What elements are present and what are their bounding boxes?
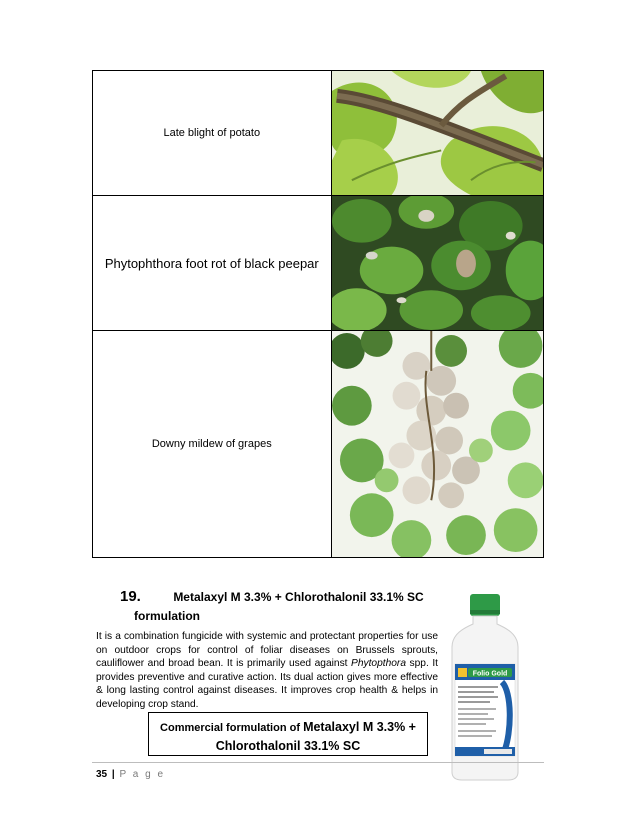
formulation-prefix: Commercial formulation of: [160, 722, 304, 734]
disease-label: Phytophthora foot rot of black peepar: [93, 196, 332, 331]
fungicide-bottle-photo: [446, 592, 524, 782]
page-footer: [96, 769, 165, 780]
page-word: P a g e: [119, 769, 166, 780]
formulation-name: Metalaxyl M 3.3% +: [303, 720, 416, 734]
section-number: 19.: [120, 588, 141, 605]
formulation-caption-box: [148, 712, 428, 756]
body-text-italic: Phytopthora: [351, 658, 406, 670]
page-number: 35: [96, 769, 108, 780]
grape-downy-mildew-photo: [331, 331, 543, 558]
table-row: [93, 331, 544, 558]
section-title-line2: formulation: [134, 609, 200, 623]
formulation-name-line2: Chlorothalonil 33.1% SC: [215, 739, 361, 753]
table-row: [93, 71, 544, 196]
disease-label: Late blight of potato: [93, 71, 332, 196]
section-body: [96, 630, 438, 712]
table-row: [93, 196, 544, 331]
section-title: Metalaxyl M 3.3% + Chlorothalonil 33.1% SC: [173, 590, 424, 604]
body-text-part1: It is a combination fungicide with systemic and protectant properties for use on outdoor crops for control of foliar diseases on Brussels sprouts, cauliflower and broad bean. It is primarily used against: [96, 631, 438, 670]
footer-separator: |: [111, 769, 115, 780]
section-heading: [120, 588, 460, 623]
footer-divider: [92, 762, 544, 763]
disease-label: Downy mildew of grapes: [93, 331, 332, 558]
black-pepper-foot-rot-photo: [331, 196, 543, 331]
disease-table: [92, 70, 544, 558]
potato-late-blight-photo: [331, 71, 543, 196]
body-text-part2: spp. It provides preventive and curative action. Its dual action gives more effective & long lasting control against diseases. It improves crop health & helps in developing crop stand.: [96, 658, 438, 710]
product-brand: Folio Gold: [472, 670, 508, 678]
